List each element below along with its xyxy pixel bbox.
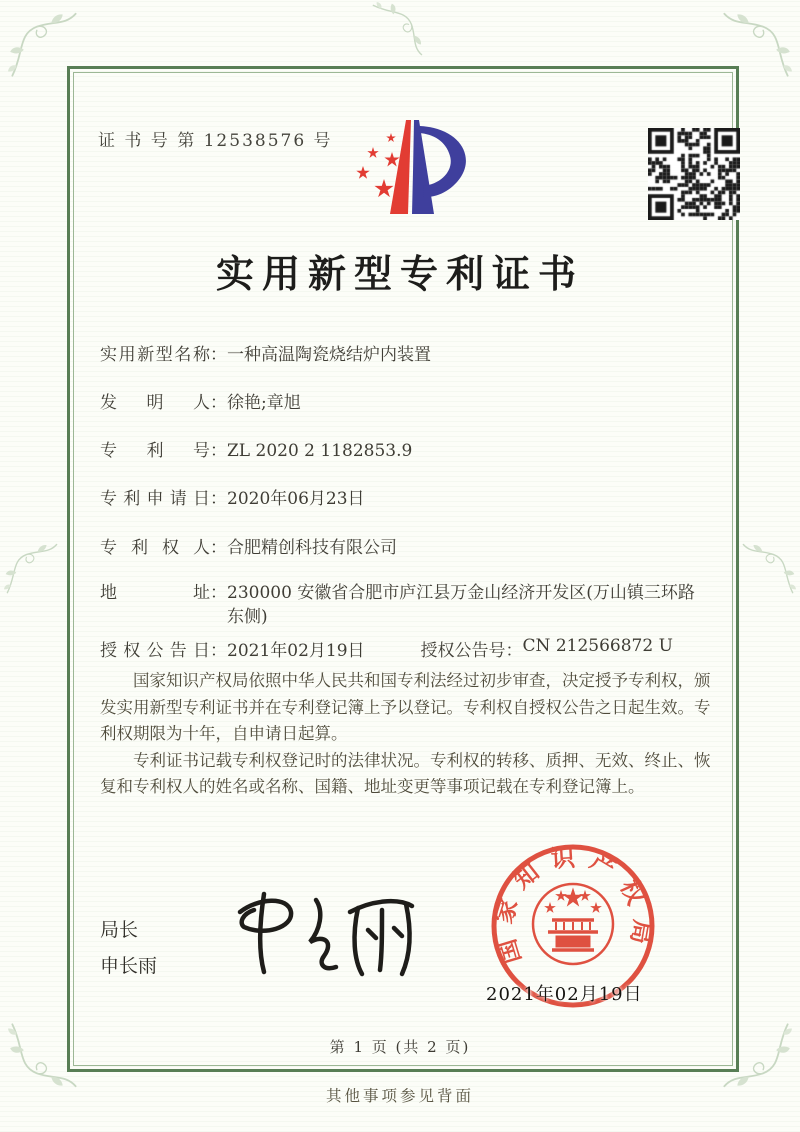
commissioner-signature — [212, 872, 432, 987]
field-value: CN 212566872 U — [522, 636, 673, 656]
signer-name: 申长雨 — [100, 955, 158, 977]
field-colon: ： — [210, 641, 227, 661]
floral-ornament-icon — [370, 2, 426, 58]
field-label: 专利号 — [100, 441, 210, 461]
grant-row — [100, 636, 716, 661]
certificate-number: 证 书 号 第 12538576 号 — [98, 131, 333, 151]
field-colon: ： — [210, 583, 227, 603]
field-colon: ： — [505, 641, 523, 661]
field-label: 授权公告号 — [420, 641, 506, 661]
field-colon: ： — [210, 393, 227, 413]
field-value: 2021年02月19日 — [227, 641, 365, 661]
field-colon: ： — [210, 345, 227, 365]
floral-ornament-icon — [740, 540, 796, 596]
qr-code — [648, 128, 740, 220]
legal-text — [100, 668, 716, 801]
field-row-utility-name — [100, 343, 716, 367]
field-label: 发明人 — [100, 393, 210, 413]
back-side-note: 其他事项参见背面 — [325, 1087, 474, 1105]
national-emblem-icon — [533, 884, 613, 964]
signer-title: 局长 — [100, 919, 139, 941]
page-indicator: 第 1 页 (共 2 页) — [329, 1038, 471, 1056]
field-label: 授权公告日 — [100, 641, 210, 661]
floral-ornament-icon — [4, 540, 60, 596]
grant-date — [100, 636, 365, 661]
legal-paragraph: 专利证书记载专利权登记时的法律状况。专利权的转移、质押、无效、终止、恢复和专利权人的姓名或名称、国籍、地址变更等事项记载在专利登记簿上。 — [100, 750, 711, 796]
certificate-title: 实用新型专利证书 — [215, 251, 584, 296]
field-row-patent-number — [100, 439, 716, 463]
field-row-inventor — [100, 391, 716, 415]
field-value: 2020年06月23日 — [227, 489, 365, 509]
field-value: 合肥精创科技有限公司 — [227, 538, 397, 558]
field-colon: ： — [210, 538, 227, 558]
field-label: 专利申请日 — [100, 489, 210, 509]
field-colon: ： — [210, 489, 227, 509]
seal-text: 国家知识产权局 — [488, 842, 658, 968]
qr-code-wrap — [648, 128, 740, 220]
field-row-filing-date — [100, 487, 716, 511]
field-value: 一种高温陶瓷烧结炉内装置 — [227, 345, 431, 365]
field-value: 徐艳;章旭 — [227, 393, 301, 413]
field-row-patentee — [100, 536, 716, 560]
grant-stamp-date: 2021年02月19日 — [486, 984, 643, 1005]
legal-paragraph: 国家知识产权局依照中华人民共和国专利法经过初步审查，决定授予专利权，颁发实用新型专利证书并在专利登记簿上予以登记。专利权自授权公告之日起生效。专利权期限为十年，自申请日起算。 — [100, 671, 711, 743]
grant-number — [421, 636, 673, 661]
signer-block — [100, 912, 157, 984]
field-colon: ： — [210, 441, 227, 461]
field-label: 地址 — [100, 583, 210, 603]
field-label: 专利权人 — [100, 538, 210, 558]
field-value: ZL 2020 2 1182853.9 — [227, 441, 413, 461]
field-label: 实用新型名称 — [100, 345, 210, 365]
field-row-address — [100, 581, 716, 629]
cnipa-logo-icon — [336, 112, 486, 232]
field-value: 230000 安徽省合肥市庐江县万金山经济开发区(万山镇三环路东侧) — [227, 583, 695, 627]
